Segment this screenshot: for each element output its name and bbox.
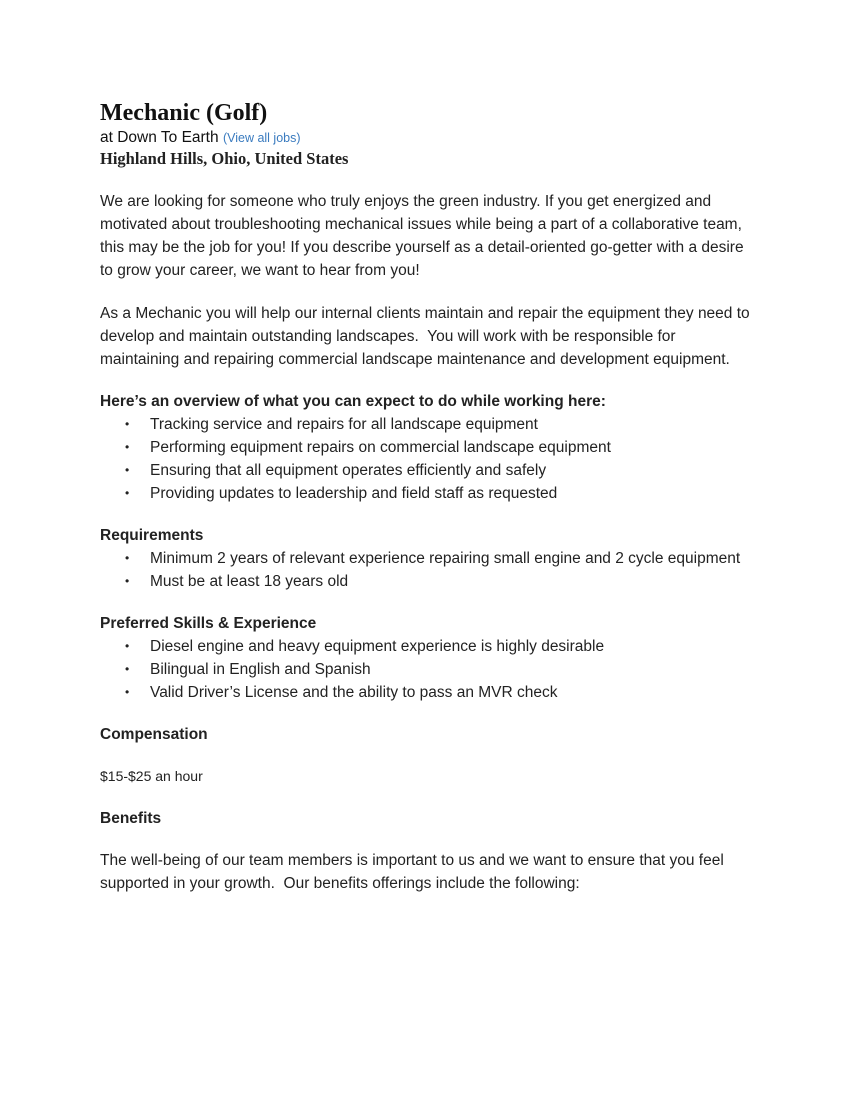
job-location: Highland Hills, Ohio, United States [100,149,349,168]
overview-list [100,413,750,505]
intro-paragraph-2: As a Mechanic you will help our internal clients maintain and repair the equipment they need to develop and maintain outstanding landscapes. You will work with be responsible for maintaining and repairing commercial landscape maintenance and development equipment. [100,305,754,368]
benefits-paragraph: The well-being of our team members is important to us and we want to ensure that you feel supported in your growth. Our benefits offerings include the following: [100,852,729,892]
list-item: • Valid Driver’s License and the ability to pass an MVR check [150,681,750,704]
intro-paragraph-1: We are looking for someone who truly enjoys the green industry. If you get energized and motivated about troubleshooting mechanical issues while being a part of a collaborative team, this may be the job for you! If you describe yourself as a detail-oriented go-getter with a desire to grow your career, we want to hear from you! [100,193,748,279]
benefits-heading: Benefits [100,810,162,827]
view-all-jobs-link[interactable]: (View all jobs) [222,131,301,145]
requirements-heading: Requirements [100,527,204,544]
company-line [100,128,750,148]
list-item: • Performing equipment repairs on commercial landscape equipment [150,436,750,459]
list-item: • Ensuring that all equipment operates efficiently and safely [150,459,750,482]
overview-heading: Here’s an overview of what you can expect to do while working here: [100,393,606,410]
compensation-heading: Compensation [100,726,208,743]
list-item: • Providing updates to leadership and field staff as requested [150,482,750,505]
list-item: • Tracking service and repairs for all landscape equipment [150,413,750,436]
requirements-list [100,547,750,593]
list-item: • Diesel engine and heavy equipment experience is highly desirable [150,635,750,658]
list-item: • Must be at least 18 years old [150,570,750,593]
preferred-skills-heading: Preferred Skills & Experience [100,615,317,632]
company-name: at Down To Earth [100,129,219,146]
list-item: • Minimum 2 years of relevant experience repairing small engine and 2 cycle equipment [150,547,750,570]
list-item: • Bilingual in English and Spanish [150,658,750,681]
job-title: Mechanic (Golf) [100,100,268,126]
compensation-value: $15-$25 an hour [100,768,203,784]
job-posting [100,98,754,895]
preferred-skills-list [100,635,750,704]
